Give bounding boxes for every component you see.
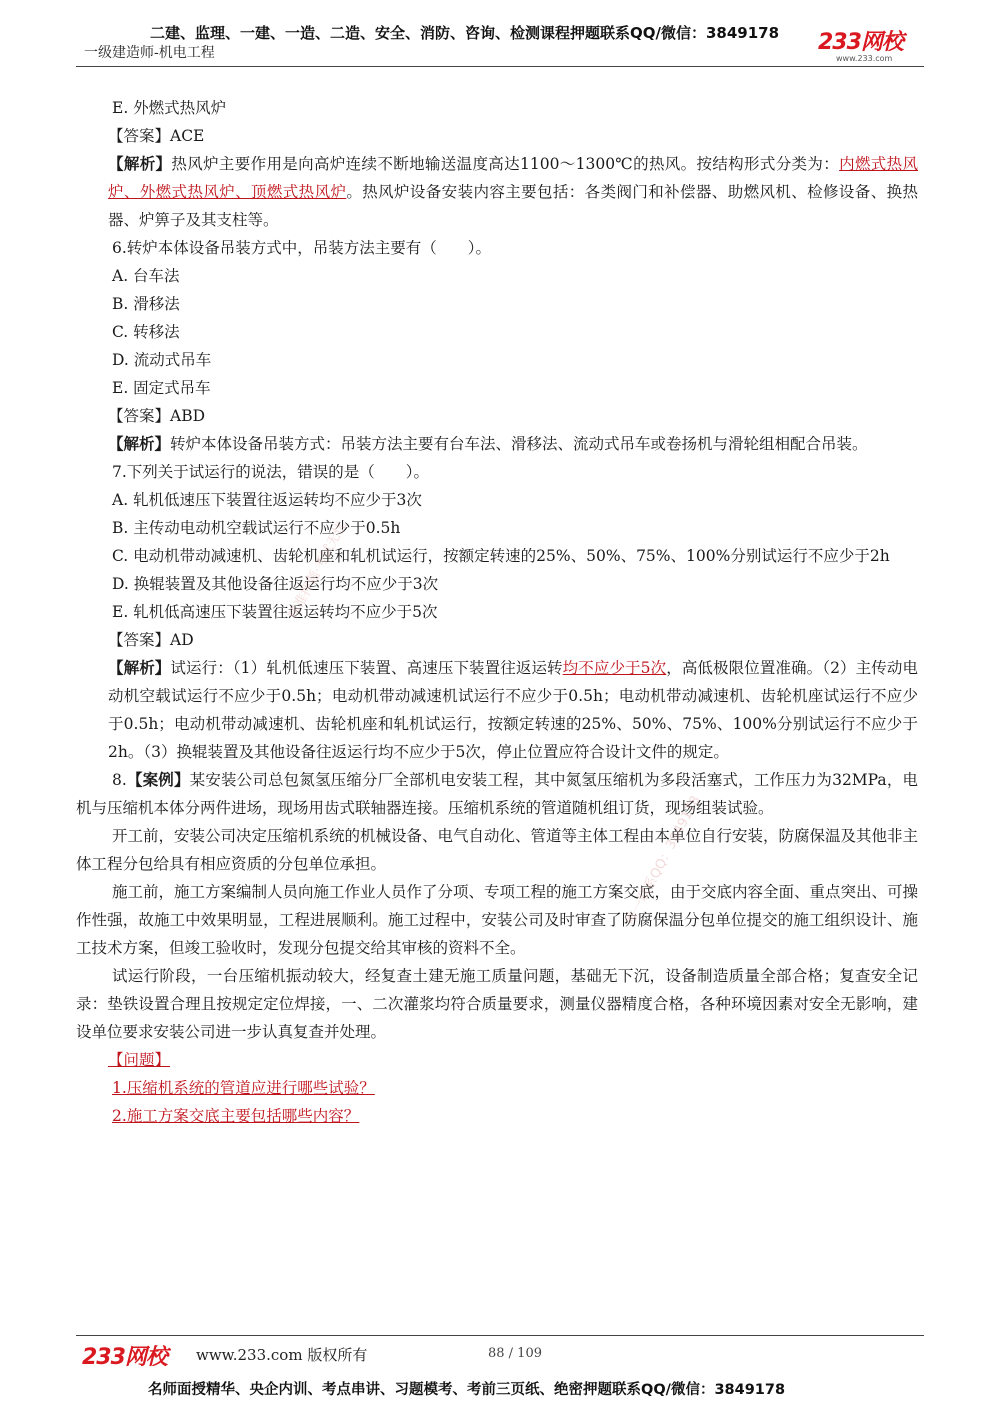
watermark: 精准押题·考试无忧 [285, 519, 350, 622]
text-line: E. 轧机低高速压下装置往返运转均不应少于5次 [112, 603, 438, 621]
text-line: 1.压缩机系统的管道应进行哪些试验？ [112, 1079, 375, 1097]
text-line: C. 电动机带动减速机、齿轮机座和轧机试运行，按额定转速的25%、50%、75%、100%分别试运行不应少于2h [112, 547, 890, 565]
text-line: 【答案】ABD [108, 407, 206, 425]
text-line: E. 外燃式热风炉 [112, 99, 227, 117]
document-body [76, 94, 918, 1130]
text-line: 开工前，安装公司决定压缩机系统的机械设备、电气自动化、管道等主体工程由本单位自行安装，防腐保温及其他非主体工程分包给具有相应资质的分包单位承担。 [76, 827, 919, 873]
text-line: D. 流动式吊车 [112, 351, 212, 369]
text-line: B. 主传动电动机空载试运行不应少于0.5h [112, 519, 401, 537]
watermark: 唯一联系QQ：3849178 [623, 793, 704, 928]
footer-divider [76, 1335, 924, 1336]
logo-url: www.233.com [836, 54, 893, 63]
text-line: D. 换辊装置及其他设备往返运行均不应少于3次 [112, 575, 439, 593]
text-line: 【问题】 [108, 1051, 171, 1069]
copyright-text: www.233.com 版权所有 [196, 1346, 368, 1364]
text-line: 8.【案例】某安装公司总包氮氢压缩分厂全部机电安装工程，其中氮氢压缩机为多段活塞式，工作压力为32MPa，电机与压缩机本体分两件进场，现场用齿式联轴器连接。压缩机系统的管道随机组订货，现场组装试验。 [76, 770, 918, 817]
text-line: 【解析】试运行：（1）轧机低速压下装置、高速压下装置往返运转均不应少于5次，高低极限位置准确。（2）主传动电动机空载试运行不应少于0.5h；电动机带动减速机试运行不应少于0.5h；电动机带动减速机、齿轮机座试运行不应少于0.5h；电动机带动减速机、齿轮机座和轧机试运行，按额定转速的25%、50%、75%、100%分别试运行不应少于2h。（3）换辊装置及其他设备往返运行均不应少于5次，停止位置应符合设计文件的规定。 [108, 658, 918, 761]
text-line: 【答案】ACE [108, 127, 205, 145]
footer-logo: 233网校 [82, 1345, 167, 1370]
text-line: 7.下列关于试运行的说法，错误的是（ ）。 [112, 463, 430, 481]
text-line: 6.转炉本体设备吊装方式中，吊装方法主要有（ ）。 [112, 239, 492, 257]
text-line: A. 台车法 [112, 267, 180, 285]
document-subtitle: 一级建造师-机电工程 [84, 45, 215, 61]
text-line: C. 转移法 [112, 323, 180, 341]
footer-banner: 名师面授精华、央企内训、考点串讲、习题模考、考前三页纸、绝密押题联系QQ/微信：3849178 [148, 1382, 786, 1398]
text-line: 【解析】热风炉主要作用是向高炉连续不断地输送温度高达1100～1300℃的热风。按结构形式分类为：内燃式热风炉、外燃式热风炉、顶燃式热风炉。热风炉设备安装内容主要包括：各类阀门和补偿器、助燃风机、检修设备、换热器、炉箅子及其支柱等。 [108, 154, 918, 229]
text-line: B. 滑移法 [112, 295, 180, 313]
text-line: 【解析】转炉本体设备吊装方式：吊装方法主要有台车法、滑移法、流动式吊车或卷扬机与滑轮组相配合吊装。 [108, 434, 868, 453]
text-line: E. 固定式吊车 [112, 379, 211, 397]
text-line: 施工前，施工方案编制人员向施工作业人员作了分项、专项工程的施工方案交底，由于交底内容全面、重点突出、可操作性强，故施工中效果明显，工程进展顺利。施工过程中，安装公司及时审查了防腐保温分包单位提交的施工组织设计、施工技术方案，但竣工验收时，发现分包提交给其审核的资料不全。 [76, 883, 919, 957]
page-number: 88 / 109 [488, 1346, 542, 1361]
header-divider [76, 66, 924, 67]
text-line: 2.施工方案交底主要包括哪些内容？ [112, 1107, 360, 1125]
header-banner: 二建、监理、一建、一造、二造、安全、消防、咨询、检测课程押题联系QQ/微信：3849178 [150, 24, 780, 42]
text-line: A. 轧机低速压下装置往返运转均不应少于3次 [112, 491, 422, 509]
brand-logo [818, 32, 928, 64]
text-line: 【答案】AD [108, 631, 194, 649]
logo-text: 233网校 [818, 30, 903, 55]
text-line: 试运行阶段，一台压缩机振动较大，经复查土建无施工质量问题，基础无下沉，设备制造质量全部合格；复查安全记录：垫铁设置合理且按规定定位焊接，一、二次灌浆均符合质量要求，测量仪器精度合格，各种环境因素对安全无影响，建设单位要求安装公司进一步认真复查并处理。 [76, 967, 918, 1041]
